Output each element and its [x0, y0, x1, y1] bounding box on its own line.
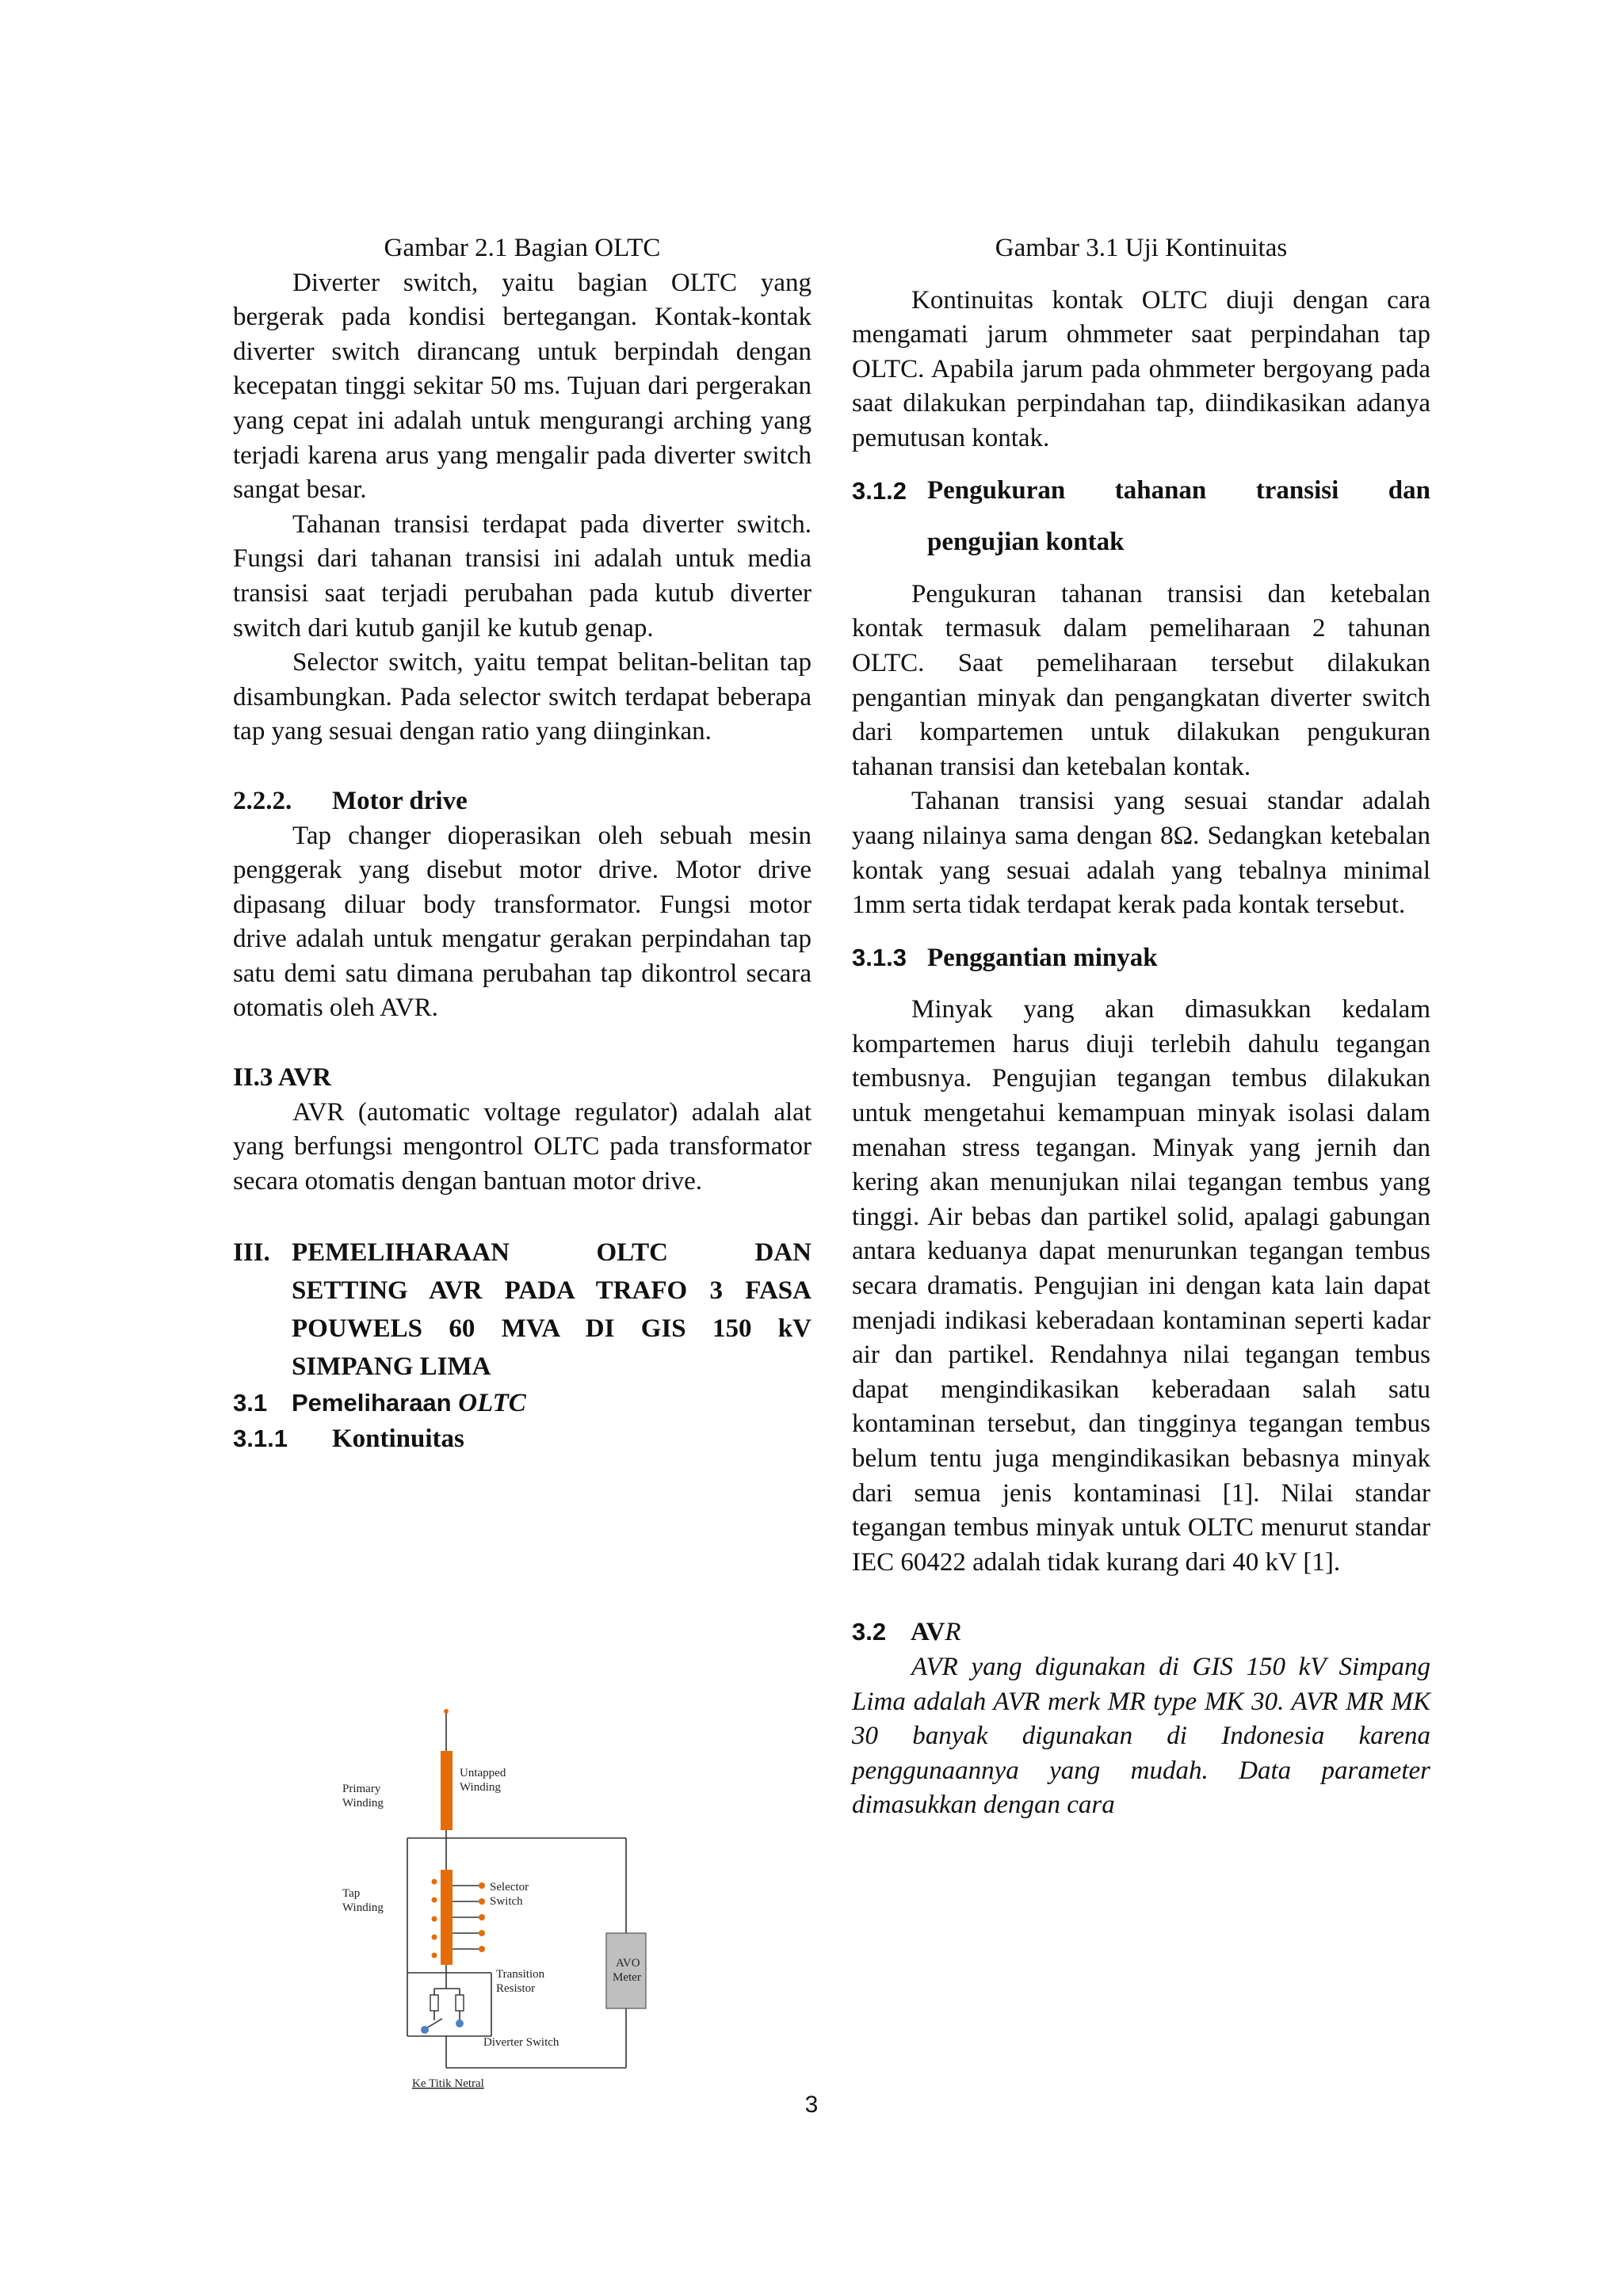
heading-title-italic: OLTC — [458, 1389, 526, 1418]
heading-number: 3.1.1 — [233, 1425, 288, 1453]
heading-avr: II.3 AVR — [233, 1063, 332, 1093]
left-column — [233, 231, 812, 1457]
label-transition: Transition — [496, 1968, 545, 1981]
heading-number: 3.2 — [852, 1618, 887, 1646]
untapped-winding-coil — [441, 1751, 453, 1830]
label-avo: AVO — [616, 1957, 640, 1970]
paragraph-kontinuitas: Kontinuitas kontak OLTC diuji dengan cara mengamati jarum ohmmeter saat perpindahan tap OLTC. Apabila jarum pada ohmmeter bergoyang pada saat dilakukan perpindahan tap, diindikasikan adanya pemutusan kontak. — [852, 285, 1430, 452]
paragraph-avr: AVR (automatic voltage regulator) adalah alat yang berfungsi mengontrol OLTC pada transformator secara otomatis dengan bantuan motor drive. — [233, 1097, 812, 1196]
paragraph-tahanan-transisi: Tahanan transisi terdapat pada diverter switch. Fungsi dari tahanan transisi ini adalah untuk media transisi saat terjadi perubahan pada kutub diverter switch dari kutub ganjil ke kutub genap. — [233, 509, 812, 643]
heading-3-1-3 — [852, 940, 1430, 976]
heading-number: 3.1 — [233, 1389, 268, 1417]
heading-3-1-2 — [852, 474, 1430, 509]
label-tap-2: Winding — [342, 1901, 384, 1914]
heading-title: Penggantian minyak — [927, 943, 1158, 972]
heading-number: III. — [233, 1238, 270, 1268]
heading-section-3 — [233, 1234, 812, 1386]
oltc-continuity-diagram — [333, 1703, 729, 2092]
heading-motor-drive — [233, 784, 812, 819]
heading-line: POUWELS 60 MVA DI GIS 150 kV — [292, 1314, 812, 1344]
tap-winding-coil — [441, 1870, 453, 1965]
heading-title: Pemeliharaan — [292, 1389, 452, 1417]
paragraph-tahanan-standar: Tahanan transisi yang sesuai standar adalah yaang nilainya sama dengan 8Ω. Sedangkan ketebalan kontak yang sesuai adalah yang tebalnya minimal 1mm serta tidak terdapat kerak pada kontak tersebut. — [852, 787, 1430, 920]
heading-title: Pengukuran tahanan transisi dan — [927, 475, 1430, 505]
transition-resistor-icon — [456, 1995, 464, 2011]
heading-title-italic: R — [945, 1618, 961, 1647]
label-diverter: Diverter Switch — [483, 2036, 559, 2049]
page-number: 3 — [804, 2092, 819, 2118]
heading-title: AV — [911, 1618, 945, 1647]
paragraph-motor-drive: Tap changer dioperasikan oleh sebuah mesin penggerak yang disebut motor drive. Motor drive dipasang diluar body transformator. Fungsi motor drive adalah untuk mengatur gerakan perpindahan tap satu demi satu dimana perubahan tap dikontrol secara otomatis oleh AVR. — [233, 821, 812, 1023]
label-selector-2: Switch — [490, 1895, 523, 1908]
heading-title-cont: pengujian kontak — [927, 528, 1125, 557]
paragraph-penggantian-minyak: Minyak yang akan dimasukkan kedalam kompartemen harus diuji terlebih dahulu tegangan tembusnya. Pengujian tegangan tembus dilakukan untuk mengetahui kemampuan minyak isolasi dalam menahan stress tegangan. Minyak yang jernih dan kering akan menunjukan nilai tegangan tembus yang tinggi. Air bebas dan partikel solid, apalagi gabungan antara keduanya dapat menurunkan tegangan tembus secara dramatis. Pengujian ini dengan kata lain dapat menjadi indikasi keberadaan kontaminan seperti kadar air dan partikel. Rendahnya nilai tegangan tembus dapat mengindikasikan keberadaan salah satu kontaminan tersebut, dan tingginya tegangan tembus belum tentu juga mengindikasikan bebasnya minyak dari semua jenis kontaminasi [1]. Nilai standar tegangan tembus minyak untuk OLTC menurut standar IEC 60422 adalah tidak kurang dari 40 kV [1]. — [852, 995, 1430, 1577]
paragraph-selector-switch: Selector switch, yaitu tempat belitan-belitan tap disambungkan. Pada selector switch terdapat beberapa tap yang sesuai dengan ratio yang diinginkan. — [233, 648, 812, 746]
heading-line: SIMPANG LIMA — [292, 1352, 491, 1382]
label-tap: Tap — [342, 1887, 361, 1900]
right-column — [852, 231, 1430, 1823]
heading-3-1 — [233, 1386, 812, 1421]
paragraph-avr-mk30: AVR yang digunakan di GIS 150 kV Simpang Lima adalah AVR merk MR type MK 30. AVR MR MK 30 banyak digunakan di Indonesia karena penggunaannya yang mudah. Data parameter dimasukkan dengan cara — [852, 1652, 1430, 1820]
terminal-icon — [444, 1709, 449, 1714]
label-selector: Selector — [490, 1881, 529, 1894]
label-primary: Primary — [342, 1783, 381, 1795]
label-untapped-2: Winding — [460, 1781, 501, 1794]
label-untapped: Untapped — [460, 1767, 506, 1779]
label-primary-2: Winding — [342, 1797, 384, 1810]
label-meter: Meter — [613, 1971, 641, 1984]
heading-3-1-1 — [233, 1421, 812, 1457]
paragraph-pengukuran: Pengukuran tahanan transisi dan ketebalan kontak termasuk dalam pemeliharaan 2 tahunan OLTC. Saat pemeliharaan tersebut dilakukan pengantian minyak dan pengangkatan diverter switch dari kompartemen untuk dilakukan pengukuran tahanan transisi dan ketebalan kontak. — [852, 579, 1430, 781]
heading-line: SETTING AVR PADA TRAFO 3 FASA — [292, 1276, 812, 1306]
transition-resistor-icon — [430, 1995, 438, 2011]
heading-number: 2.2.2. — [233, 786, 292, 815]
label-netral: Ke Titik Netral — [412, 2077, 484, 2090]
figure-caption-3-1: Gambar 3.1 Uji Kontinuitas — [995, 234, 1288, 262]
heading-number: 3.1.2 — [852, 476, 907, 505]
heading-title: Motor drive — [332, 786, 468, 815]
paragraph-diverter-switch: Diverter switch, yaitu bagian OLTC yang bergerak pada kondisi bertegangan. Kontak-kontak diverter switch dirancang untuk berpindah dengan kecepatan tinggi sekitar 50 ms. Tujuan dari pergerakan yang cepat ini adalah untuk mengurangi arching yang terjadi karena arus yang mengalir pada diverter switch sangat besar. — [233, 268, 812, 505]
heading-number: 3.1.3 — [852, 943, 907, 971]
heading-3-2 — [852, 1615, 1430, 1650]
heading-title: Kontinuitas — [332, 1425, 464, 1454]
diverter-contact-icon — [421, 2026, 429, 2034]
label-transition-2: Resistor — [496, 1982, 536, 1995]
diverter-contact-icon — [456, 2019, 464, 2027]
figure-caption-2-1: Gambar 2.1 Bagian OLTC — [384, 234, 661, 262]
heading-line: PEMELIHARAAN OLTC DAN — [292, 1238, 812, 1268]
